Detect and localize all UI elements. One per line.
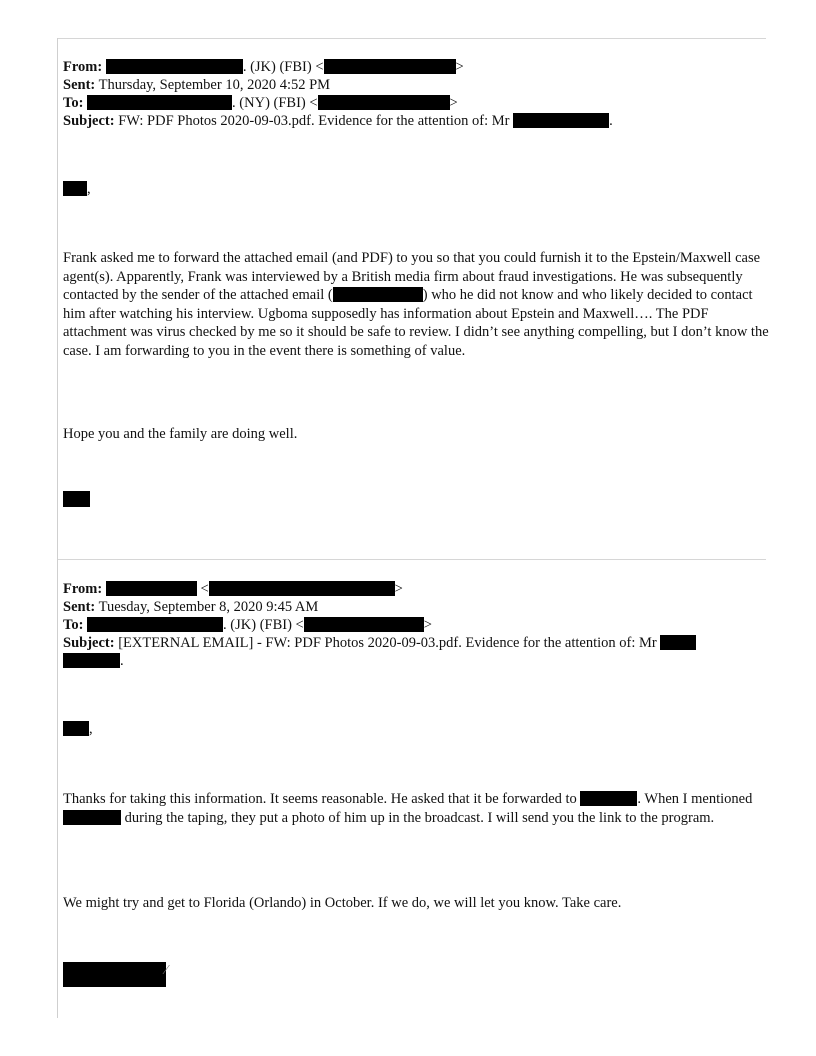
redaction (106, 581, 197, 596)
email2-to-suffix: . (JK) (FBI) < (223, 617, 304, 633)
email1-closing-text: Hope you and the family are doing well. (63, 426, 298, 442)
email2-subject-line-2 (63, 653, 124, 669)
redaction (513, 113, 609, 128)
redaction (660, 635, 696, 650)
section-divider (58, 559, 766, 560)
redaction (324, 59, 456, 74)
redaction (87, 95, 232, 110)
redaction (318, 95, 450, 110)
email2-greeting-comma: , (89, 721, 93, 737)
email2-signature-redaction (63, 962, 166, 987)
email1-body-paragraph (63, 249, 775, 360)
email1-greeting-comma: , (87, 181, 91, 197)
email1-subject-end: . (609, 113, 613, 129)
email1-body-text-b: ) who he did not know and who likely decided to contact him after watching his interview. Ugboma supposedly has information about Epstein and Maxwell…. The PDF attachment was virus checked by me so it should be safe to review. I didn’t see anything compelling, but I don’t know the case. I am forwarding to you in the event there is something of value. (63, 287, 769, 359)
email1-sent-line (63, 77, 330, 93)
email2-body-text-a: Thanks for taking this information. It seems reasonable. He asked that it be forwarded to (63, 791, 577, 807)
email1-to-end: > (449, 95, 458, 111)
email2-from-mid: < (200, 581, 209, 597)
email1-to-label: To: (63, 95, 84, 111)
email1-closing-paragraph (63, 425, 775, 444)
email2-subject-value: [EXTERNAL EMAIL] - FW: PDF Photos 2020-09-03.pdf. Evidence for the attention of: Mr (118, 635, 657, 651)
email1-subject-line (63, 113, 613, 129)
email2-subject-line (63, 635, 696, 651)
email2-to-label: To: (63, 617, 84, 633)
email1-from-line (63, 59, 464, 75)
email2-subject-label: Subject: (63, 635, 115, 651)
email1-subject-value: FW: PDF Photos 2020-09-03.pdf. Evidence for the attention of: Mr (118, 113, 510, 129)
redaction (63, 653, 120, 668)
email2-sent-value: Tuesday, September 8, 2020 9:45 AM (98, 599, 319, 615)
quote-border (57, 38, 58, 1018)
redaction (580, 791, 637, 806)
email2-from-line (63, 581, 403, 597)
top-divider (58, 38, 766, 39)
email2-closing-paragraph (63, 894, 775, 913)
email2-body-text-b: . When I mentioned (637, 791, 753, 807)
email2-body-paragraph (63, 790, 775, 827)
email2-subject-end: . (120, 653, 124, 669)
email2-to-end: > (423, 617, 432, 633)
email1-signature-redaction (63, 491, 90, 507)
redaction (63, 721, 89, 736)
redaction (63, 181, 87, 196)
email1-from-end: > (455, 59, 464, 75)
email2-sent-label: Sent: (63, 599, 96, 615)
email1-from-suffix: . (JK) (FBI) < (242, 59, 324, 75)
redaction (209, 581, 395, 596)
email1-from-label: From: (63, 59, 103, 75)
email2-closing-text: We might try and get to Florida (Orlando) in October. If we do, we will let you know. Take care. (63, 895, 622, 911)
signature-mark-icon: ⁄ (165, 963, 168, 978)
email1-sent-value: Thursday, September 10, 2020 4:52 PM (98, 77, 331, 93)
email1-greeting (63, 181, 91, 197)
email1-subject-label: Subject: (63, 113, 115, 129)
email1-to-suffix: . (NY) (FBI) < (232, 95, 318, 111)
email2-from-end: > (394, 581, 403, 597)
email2-to-line (63, 617, 432, 633)
redaction (304, 617, 424, 632)
email2-from-label: From: (63, 581, 103, 597)
redaction (87, 617, 223, 632)
email2-sent-line (63, 599, 318, 615)
email1-to-line (63, 95, 458, 111)
redaction (333, 287, 423, 302)
redaction (63, 810, 121, 825)
email1-sent-label: Sent: (63, 77, 96, 93)
email2-greeting (63, 721, 93, 737)
email1-body-text-a: Frank asked me to forward the attached email (and PDF) to you so that you could furnish it to the Epstein/Maxwell case agent(s). Apparently, Frank was interviewed by a British media firm about fraud investigations. He was subsequently contacted by the sender of the attached email ( (63, 250, 761, 303)
email2-body-text-c: during the taping, they put a photo of him up in the broadcast. I will send you the link to the program. (124, 809, 715, 826)
redaction (106, 59, 243, 74)
